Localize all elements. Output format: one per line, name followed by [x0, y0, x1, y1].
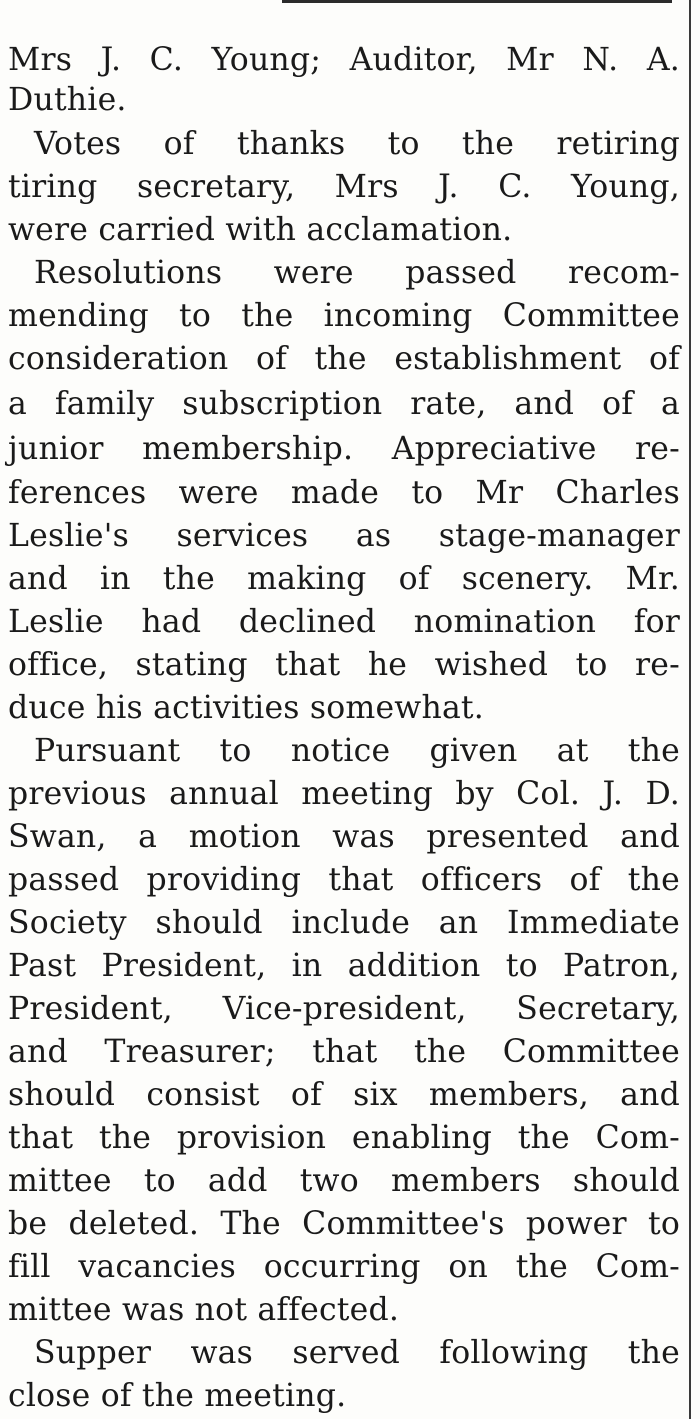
text-line: mittee to add two members should [8, 1163, 680, 1199]
text-line: Past President, in addition to Patron, [8, 948, 680, 984]
text-line: Society should include an Immediate [8, 905, 680, 941]
text-line: be deleted. The Committee's power to [8, 1206, 680, 1242]
text-line: office, stating that he wished to re- [8, 647, 680, 683]
paragraph-start: Supper was served following the [34, 1335, 680, 1371]
paragraph-start: Resolutions were passed recom- [34, 255, 680, 291]
text-line: and in the making of scenery. Mr. [8, 561, 680, 597]
text-line: consideration of the establishment of [8, 341, 680, 377]
text-line: were carried with acclamation. [8, 212, 513, 248]
text-line: Leslie had declined nomination for [8, 604, 680, 640]
text-line: President, Vice-president, Secretary, [8, 991, 680, 1027]
text-line: close of the meeting. [8, 1378, 347, 1414]
text-line: ferences were made to Mr Charles [8, 475, 680, 511]
text-line: should consist of six members, and [8, 1077, 680, 1113]
text-line: and Treasurer; that the Committee [8, 1034, 680, 1070]
top-rule [282, 0, 672, 3]
column-rule [689, 0, 691, 1419]
text-line: Swan, a motion was presented and [8, 819, 680, 855]
text-line: that the provision enabling the Com- [8, 1120, 680, 1156]
paragraph-start: Pursuant to notice given at the [34, 733, 680, 769]
text-line: previous annual meeting by Col. J. D. [8, 776, 680, 812]
text-line: Leslie's services as stage-manager [8, 518, 680, 554]
text-line: fill vacancies occurring on the Com- [8, 1249, 680, 1285]
text-line: duce his activities somewhat. [8, 690, 485, 726]
text-line: Mrs J. C. Young; Auditor, Mr N. A. [8, 42, 680, 78]
text-line: passed providing that officers of the [8, 862, 680, 898]
text-line: a family subscription rate, and of a [8, 386, 680, 422]
paragraph-start: Votes of thanks to the retiring [34, 126, 680, 162]
text-line: mending to the incoming Committee [8, 298, 680, 334]
text-line: mittee was not affected. [8, 1292, 400, 1328]
text-line: tiring secretary, Mrs J. C. Young, [8, 169, 680, 205]
text-line: junior membership. Appreciative re- [8, 431, 680, 467]
text-line: Duthie. [8, 82, 127, 118]
